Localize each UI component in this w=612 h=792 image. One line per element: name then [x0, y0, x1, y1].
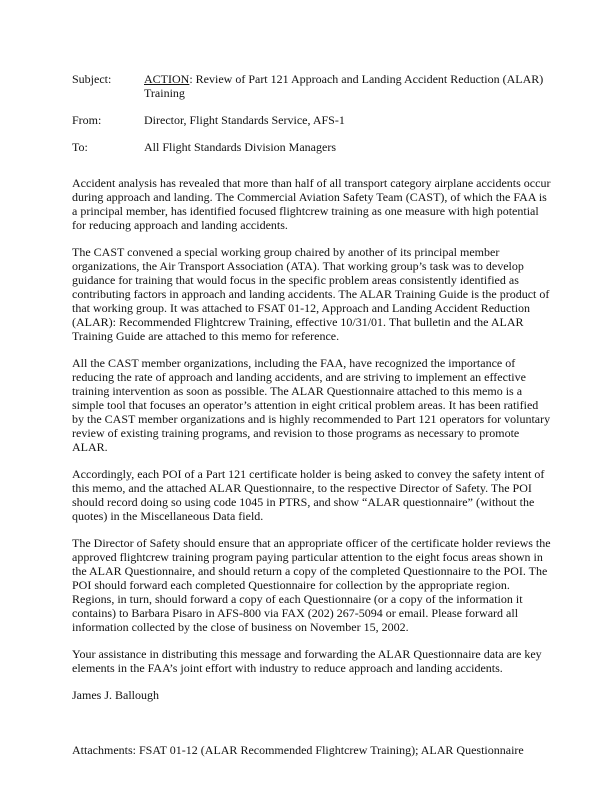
subject-text: : Review of Part 121 Approach and Landing Accident Reduction (ALAR) Training — [144, 72, 544, 100]
body-paragraph: The Director of Safety should ensure that an appropriate officer of the certificate holder reviews the approved flightcrew training program paying particular attention to the eight focus areas shown in the ALAR Questionnaire, and should return a copy of the completed Questionnaire to the POI. The POI should forward each completed Questionnaire for collection by the appropriate region. Regions, in turn, should forward a copy of each Questionnaire (or a copy of the information it contains) to Barbara Pisaro in AFS-800 via FAX (202) 267-5094 or email. Please forward all information collected by the close of business on November 15, 2002. — [72, 536, 551, 634]
signature: James J. Ballough — [72, 688, 159, 702]
body-paragraph: All the CAST member organizations, including the FAA, have recognized the importance of reducing the rate of approach and landing accidents, and are striving to implement an effective training intervention as soon as possible. The ALAR Questionnaire attached to this memo is a simple tool that focuses an operator’s attention in eight critical problem areas. It has been ratified by the CAST member organizations and is highly recommended to Part 121 operators for voluntary review of existing training programs, and revision to those programs as necessary to promote ALAR. — [72, 356, 551, 454]
body-paragraph: Accordingly, each POI of a Part 121 certificate holder is being asked to convey the safety intent of this memo, and the attached ALAR Questionnaire, to the respective Director of Safety. The POI should record doing so using code 1045 in PTRS, and show “ALAR questionnaire” (without the quotes) in the Miscellaneous Data field. — [72, 467, 545, 523]
subject-label: Subject: — [72, 72, 112, 86]
to-label: To: — [72, 140, 88, 154]
from-row — [72, 113, 552, 127]
body-paragraph: The CAST convened a special working group chaired by another of its principal member organizations, the Air Transport Association (ATA). That working group’s task was to develop guidance for training that would focus in the specific problem areas consistently identified as contributing factors in approach and landing accidents. The ALAR Training Guide is the product of that working group. It was attached to FSAT 01-12, Approach and Landing Accident Reduction (ALAR): Recommended Flightcrew Training, effective 10/31/01. That bulletin and the ALAR Training Guide are attached to this memo for reference. — [72, 245, 550, 343]
body-paragraph: Accident analysis has revealed that more than half of all transport category airplane accidents occur during approach and landing. The Commercial Aviation Safety Team (CAST), of which the FAA is a principal member, has identified focused flightcrew training as one measure with high potential for reducing approach and landing accidents. — [72, 176, 551, 232]
memo-body — [72, 176, 552, 757]
memo-page — [72, 72, 552, 770]
body-paragraph: Your assistance in distributing this message and forwarding the ALAR Questionnaire data are key elements in the FAA’s joint effort with industry to reduce approach and landing accidents. — [72, 647, 542, 675]
from-value: Director, Flight Standards Service, AFS-1 — [144, 113, 345, 127]
from-label: From: — [72, 113, 102, 127]
to-row — [72, 140, 552, 154]
attachments-line: Attachments: FSAT 01-12 (ALAR Recommended Flightcrew Training); ALAR Questionnaire — [72, 743, 524, 757]
memo-header — [72, 72, 552, 154]
to-value: All Flight Standards Division Managers — [144, 140, 336, 154]
subject-value — [144, 72, 552, 100]
subject-action: ACTION — [144, 72, 190, 86]
subject-row — [72, 72, 552, 100]
